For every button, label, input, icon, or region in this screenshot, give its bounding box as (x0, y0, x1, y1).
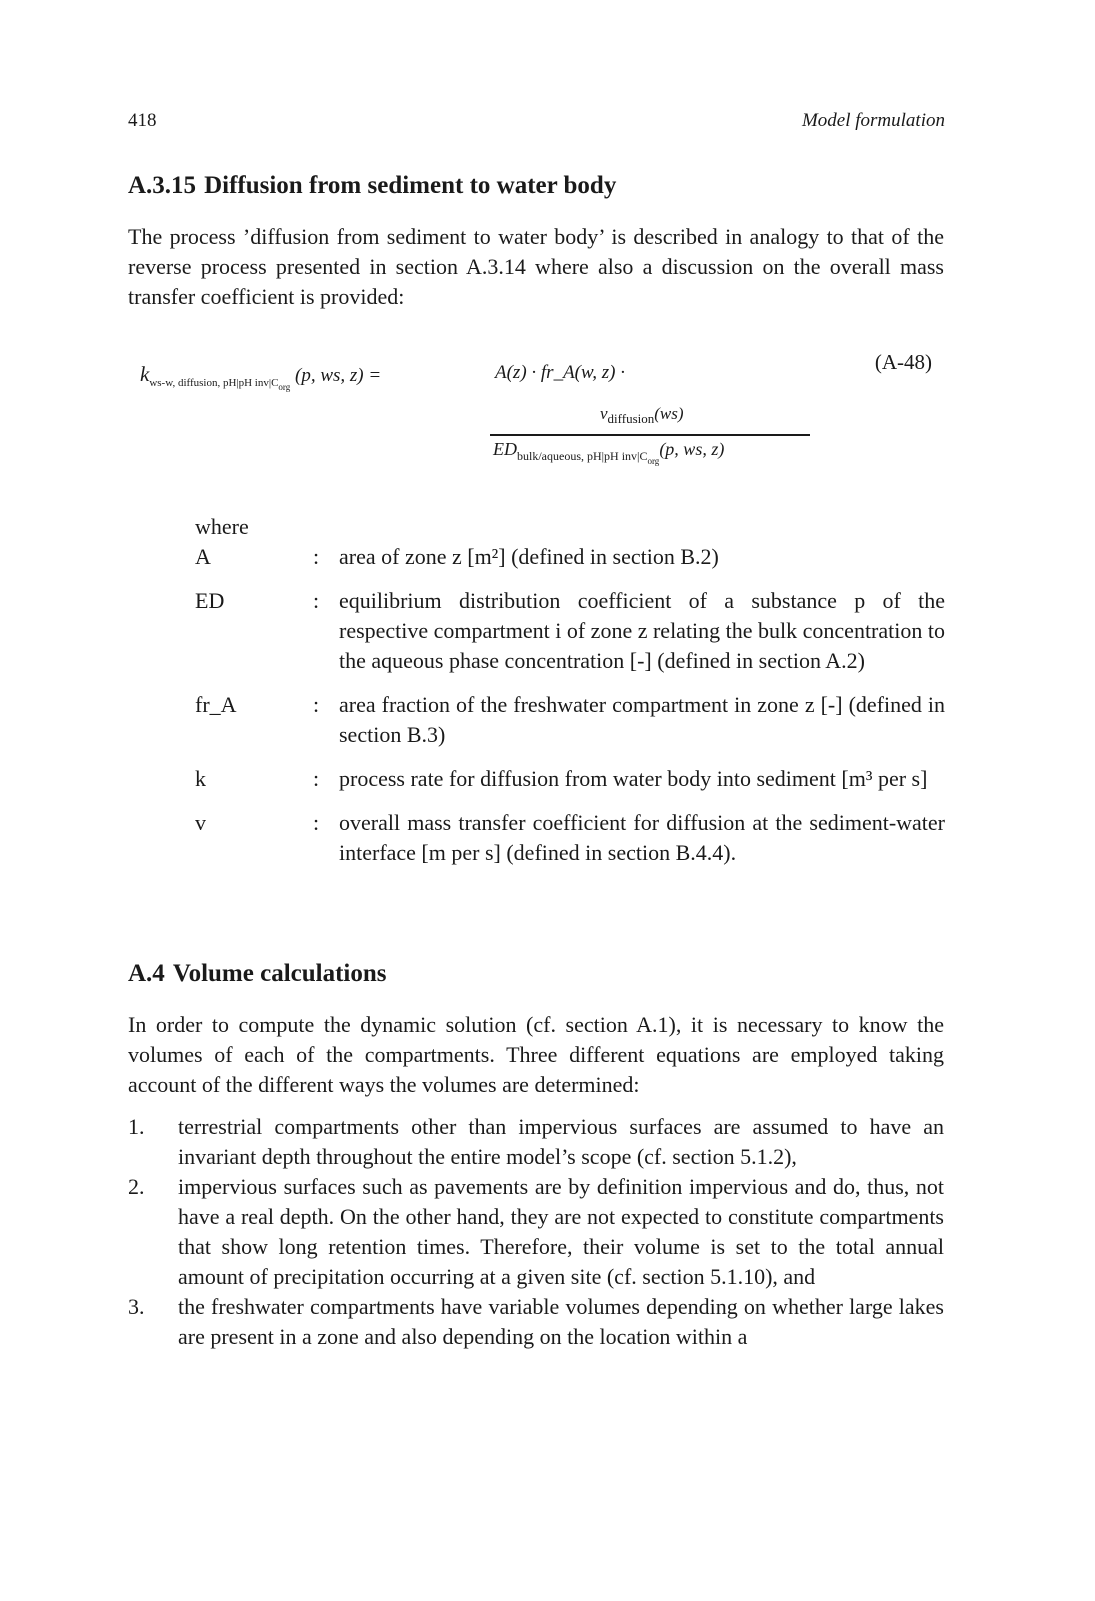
definition-text: equilibrium distribution coefficient of a substance p of the respective compartment i of zone z relating the bulk concentration to the aqueous phase concentration [-] (defined in section A.2) (339, 588, 945, 673)
equation-block (140, 350, 940, 490)
equation-numerator: $v_{diffusion}(ws)$ (600, 404, 684, 426)
section-number: A.4 (128, 960, 165, 987)
page-number: 418 (128, 110, 157, 131)
list-item (128, 1292, 944, 1352)
definition-text: area fraction of the freshwater compartment in zone z [-] (defined in section B.3) (339, 692, 945, 747)
section-paragraph: The process ’diffusion from sediment to water body’ is described in analogy to that of the reverse process presented in section A.3.14 where also a discussion on the overall mass transfer coefficient is provided: (128, 224, 944, 309)
definition-text: area of zone z [m²] (defined in section B.2) (339, 544, 719, 569)
section-heading (128, 172, 616, 200)
list-text: the freshwater compartments have variable volumes depending on whether large lakes are present in a zone and also depending on the location within a (178, 1294, 944, 1349)
list-number: 3. (128, 1294, 145, 1319)
definition-row: k : process rate for diffusion from water body into sediment [m³ per s] (195, 764, 945, 794)
definition-symbol: ED (195, 588, 225, 613)
where-label: where (195, 514, 249, 539)
equation-denominator: $ED_{bulk/aqueous, pH|pH inv|C_{org}}(p$, ws, z) (493, 439, 725, 466)
definition-symbol: v (195, 810, 206, 835)
equation-rhs-factor: A(z) · fr_A(w, z) · (495, 362, 625, 383)
definition-symbol: k (195, 766, 206, 791)
definition-symbol: fr_A (195, 692, 237, 717)
definition-text: process rate for diffusion from water body into sediment [m³ per s] (339, 766, 928, 791)
section-paragraph: In order to compute the dynamic solution (cf. section A.1), it is necessary to know the volumes of each of the compartments. Three different equations are employed taking account of the different ways the volumes are determined: (128, 1012, 944, 1097)
list-text: impervious surfaces such as pavements are by definition impervious and do, thus, not have a real depth. On the other hand, they are not expected to constitute compartments that show long retention times. Therefore, their volume is set to the total annual amount of precipitation occurring at a given site (cf. section 5.1.10), and (178, 1174, 944, 1289)
section-heading (128, 960, 386, 988)
definition-row: ED : equilibrium distribution coefficient of a substance p of the respective compartment i of zone z relating the bulk concentration to the aqueous phase concentration [-] (defined in section A.2) (195, 586, 945, 676)
list-item (128, 1172, 944, 1292)
list-number: 2. (128, 1174, 145, 1199)
list-text: terrestrial compartments other than impervious surfaces are assumed to have an invariant depth throughout the entire model’s scope (cf. section 5.1.2), (178, 1114, 944, 1169)
equation-lhs: $k_{ws-w, diffusion, pH|pH inv|C_{org}}$ (p, ws, z) = (140, 362, 382, 392)
definition-symbol: A (195, 544, 211, 569)
numbered-list (128, 1112, 944, 1352)
section-number: A.3.15 (128, 172, 197, 199)
definition-text: overall mass transfer coefficient for diffusion at the sediment-water interface [m per s] (defined in section B.4.4). (339, 810, 945, 865)
section-title: Volume calculations (172, 960, 387, 987)
definition-row: v : overall mass transfer coefficient for diffusion at the sediment-water interface [m per s] (defined in section B.4.4). (195, 808, 945, 868)
running-title: Model formulation (801, 110, 945, 131)
fraction-line (490, 434, 810, 436)
equation-number: (A-48) (874, 350, 932, 374)
definition-row: fr_A : area fraction of the freshwater compartment in zone z [-] (defined in section B.3) (195, 690, 945, 750)
list-number: 1. (128, 1114, 145, 1139)
definition-row: A : area of zone z [m²] (defined in section B.2) (195, 542, 945, 572)
list-item (128, 1112, 944, 1172)
section-title: Diffusion from sediment to water body (204, 172, 617, 199)
definitions-list (195, 512, 945, 882)
